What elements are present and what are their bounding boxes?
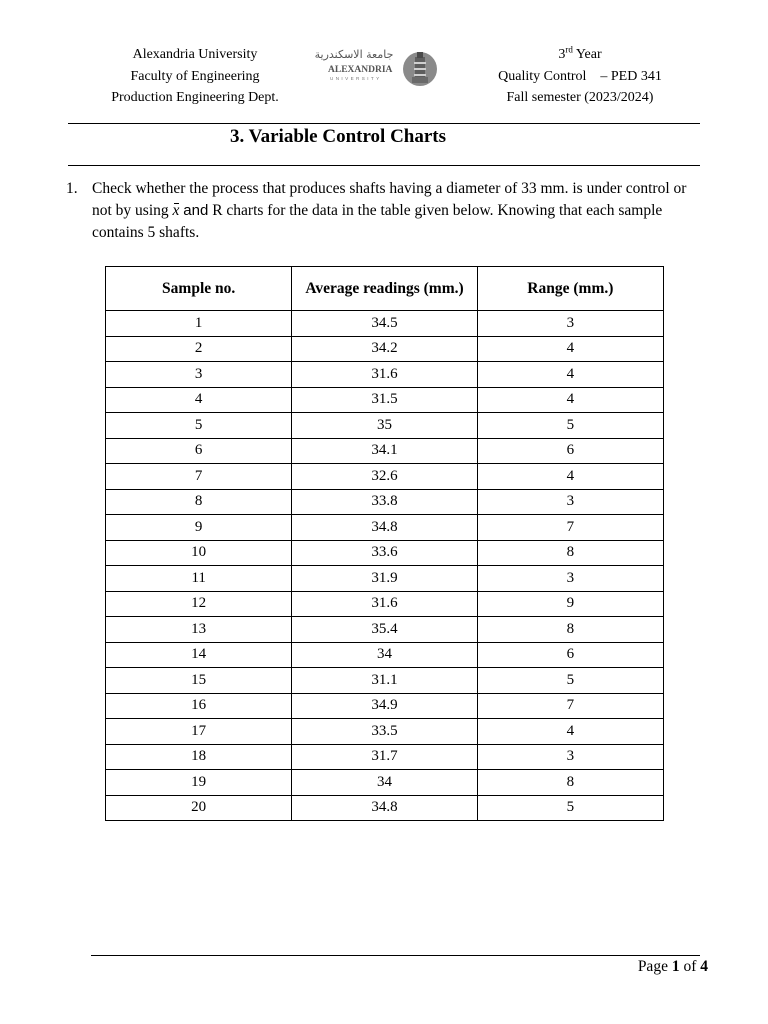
cell-range: 4 [477,387,663,413]
cell-average: 34.9 [292,693,477,719]
cell-average: 31.6 [292,362,477,388]
cell-sample: 16 [106,693,292,719]
cell-range: 7 [477,693,663,719]
cell-range: 8 [477,770,663,796]
table-row [106,413,664,439]
question-number: 1. [66,180,78,197]
table-row [106,719,664,745]
page-title: 3. Variable Control Charts [229,126,447,147]
cell-sample: 4 [106,387,292,413]
x-bar-symbol: x [173,200,180,222]
question-1 [66,178,706,244]
table-row [106,464,664,490]
logo-arabic-text: جامعة الاسكندرية [314,48,394,61]
university-name: Alexandria University [132,47,258,62]
table-row [106,617,664,643]
department-name: Production Engineering Dept. [111,90,279,105]
table-row [106,770,664,796]
cell-sample: 20 [106,795,292,821]
cell-sample: 17 [106,719,292,745]
cell-range: 7 [477,515,663,541]
cell-range: 6 [477,642,663,668]
table-row [106,515,664,541]
table-row [106,642,664,668]
cell-range: 3 [477,489,663,515]
header-range: Range (mm.) [477,267,663,311]
table-row [106,668,664,694]
page-header [0,44,768,114]
cell-average: 33.5 [292,719,477,745]
cell-average: 33.6 [292,540,477,566]
cell-range: 5 [477,795,663,821]
logo-sub-text: UNIVERSITY [330,76,382,81]
cell-range: 4 [477,464,663,490]
table-header-row [106,267,664,311]
cell-sample: 5 [106,413,292,439]
table-row [106,591,664,617]
cell-average: 31.6 [292,591,477,617]
cell-range: 4 [477,336,663,362]
cell-range: 6 [477,438,663,464]
table-row [106,489,664,515]
cell-range: 4 [477,362,663,388]
header-course-info [470,44,690,109]
cell-sample: 14 [106,642,292,668]
cell-sample: 8 [106,489,292,515]
cell-sample: 15 [106,668,292,694]
cell-average: 33.8 [292,489,477,515]
footer-rule [91,955,700,956]
cell-sample: 1 [106,311,292,337]
cell-range: 9 [477,591,663,617]
table-row [106,795,664,821]
cell-range: 5 [477,413,663,439]
header-sample-no: Sample no. [106,267,292,311]
cell-sample: 7 [106,464,292,490]
table-row [106,693,664,719]
page-number: Page 1 of 4 [637,958,708,975]
header-institution [90,44,300,109]
cell-sample: 10 [106,540,292,566]
question-text: Check whether the process that produces shafts having a diameter of 33 mm. is under control or not by using x and R charts for the data in the table given below. Knowing that each sample contains 5 shafts. [92,180,687,241]
cell-range: 3 [477,566,663,592]
cell-sample: 3 [106,362,292,388]
cell-average: 34.2 [292,336,477,362]
cell-sample: 19 [106,770,292,796]
cell-range: 8 [477,540,663,566]
cell-average: 34.8 [292,795,477,821]
logo-name-text: ALEXANDRIA [328,65,393,75]
cell-sample: 11 [106,566,292,592]
cell-average: 31.9 [292,566,477,592]
cell-range: 8 [477,617,663,643]
cell-average: 34.5 [292,311,477,337]
table-row [106,744,664,770]
alexandria-university-logo [314,46,438,92]
header-average-readings: Average readings (mm.) [292,267,477,311]
table-row [106,362,664,388]
table-row [106,438,664,464]
faculty-name: Faculty of Engineering [130,68,260,84]
semester: Fall semester (2023/2024) [506,90,654,105]
cell-average: 35.4 [292,617,477,643]
cell-average: 34 [292,642,477,668]
cell-sample: 6 [106,438,292,464]
cell-range: 3 [477,311,663,337]
cell-sample: 18 [106,744,292,770]
cell-average: 34 [292,770,477,796]
cell-average: 31.5 [292,387,477,413]
course-code: Quality Control – PED 341 [498,68,662,84]
cell-sample: 9 [106,515,292,541]
cell-average: 32.6 [292,464,477,490]
cell-average: 31.7 [292,744,477,770]
cell-sample: 2 [106,336,292,362]
table-row [106,566,664,592]
cell-range: 3 [477,744,663,770]
table-row [106,311,664,337]
cell-sample: 12 [106,591,292,617]
cell-sample: 13 [106,617,292,643]
table-row [106,336,664,362]
table-row [106,540,664,566]
sample-data-table [105,266,664,821]
cell-range: 4 [477,719,663,745]
cell-average: 35 [292,413,477,439]
lighthouse-emblem-icon [403,52,437,86]
cell-average: 34.1 [292,438,477,464]
title-bottom-rule [68,165,700,166]
title-top-rule [68,123,700,124]
table-row [106,387,664,413]
academic-year: 3rd Year [558,44,602,62]
cell-average: 34.8 [292,515,477,541]
cell-range: 5 [477,668,663,694]
cell-average: 31.1 [292,668,477,694]
